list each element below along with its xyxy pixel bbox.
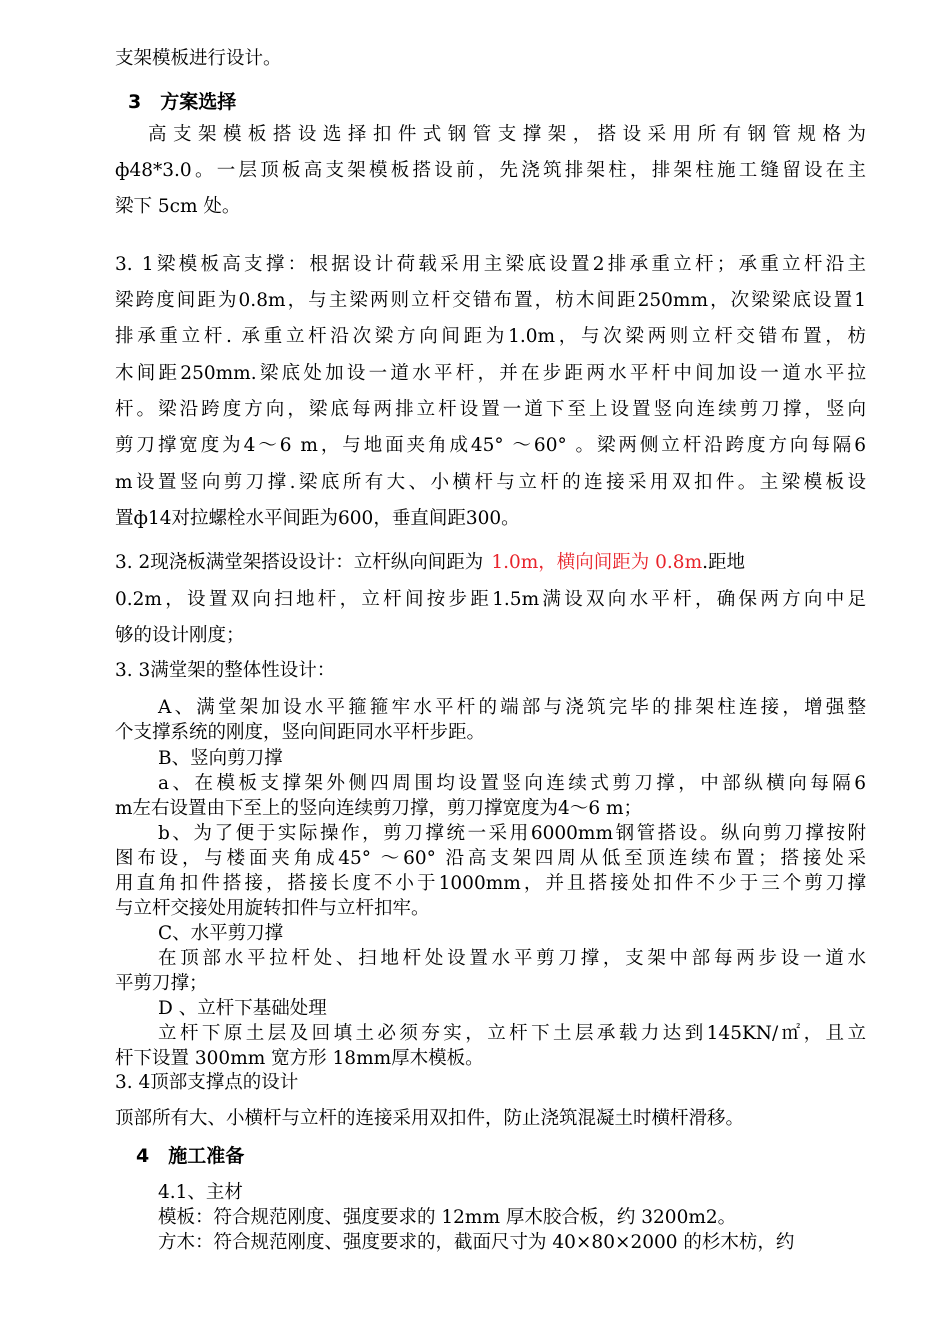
paragraph-line: 在顶部水平拉杆处、扫地杆处设置水平剪刀撑，支架中部每两步设一道水 (158, 948, 866, 969)
paragraph-line: 与立杆交接处用旋转扣件与立杆扣牢。 (115, 898, 430, 919)
paragraph-line: 模板：符合规范刚度、强度要求的 12mm 厚木胶合板，约 3200m2。 (158, 1207, 737, 1228)
text-run: 3. 2现浇板满堂架搭设设计：立杆纵向间距为 (115, 552, 484, 573)
subsection-line: 4.1、主材 (158, 1182, 243, 1203)
paragraph-line: a、在模板支撑架外侧四周围均设置竖向连续式剪刀撑，中部纵横向每隔6 (158, 773, 866, 794)
paragraph-line: A、满堂架加设水平箍箍牢水平杆的端部与浇筑完毕的排架柱连接，增强整 (158, 697, 866, 718)
paragraph-line: m左右设置由下至上的竖向连续剪刀撑，剪刀撑宽度为4～6 m； (115, 798, 643, 819)
paragraph-line: 够的设计刚度； (115, 625, 245, 646)
paragraph-line: 剪刀撑宽度为4～6 m，与地面夹角成45° ～60° 。梁两侧立杆沿跨度方向每隔6 (115, 435, 866, 456)
item-heading: C、水平剪刀撑 (158, 923, 284, 944)
paragraph-line: 置ф14对拉螺栓水平间距为600，垂直间距300。 (115, 508, 520, 529)
paragraph-line: 3. 1梁模板高支撑：根据设计荷载采用主梁底设置2排承重立杆；承重立杆沿主 (115, 254, 866, 275)
paragraph-line: 木间距250mm.梁底处加设一道水平杆，并在步距两水平杆中间加设一道水平拉 (115, 363, 866, 384)
item-heading: B、竖向剪刀撑 (158, 748, 283, 769)
text-line: 支架模板进行设计。 (115, 48, 282, 69)
paragraph-line: 排承重立杆. 承重立杆沿次梁方向间距为1.0m，与次梁两则立杆交错布置，枋 (115, 326, 866, 347)
paragraph-line: 高支架模板搭设选择扣件式钢管支撑架，搭设采用所有钢管规格为 (148, 124, 866, 145)
highlighted-text: 1.0m，横向间距为 0.8m (491, 552, 703, 573)
paragraph-line: ф48*3.0。一层顶板高支架模板搭设前，先浇筑排架柱，排架柱施工缝留设在主 (115, 160, 866, 181)
paragraph-line: 平剪刀撑； (115, 973, 208, 994)
paragraph-line: 用直角扣件搭接，搭接长度不小于1000mm，并且搭接处扣件不少于三个剪刀撑 (115, 873, 866, 894)
paragraph-line: 杆下设置 300mm 宽方形 18mm厚木模板。 (115, 1048, 484, 1069)
section-heading: 3 方案选择 (128, 91, 237, 113)
paragraph-line: 立杆下原土层及回填土必须夯实，立杆下土层承载力达到145KN/㎡，且立 (158, 1023, 866, 1044)
paragraph-line: 图布设，与楼面夹角成45° ～60° 沿高支架四周从低至顶连续布置；搭接处采 (115, 848, 866, 869)
subsection-line: 3. 3满堂架的整体性设计： (115, 660, 336, 681)
paragraph-line: 方木：符合规范刚度、强度要求的，截面尺寸为 40×80×2000 的杉木枋，约 (158, 1232, 795, 1253)
paragraph-line: 个支撑系统的刚度，竖向间距同水平杆步距。 (115, 722, 486, 743)
paragraph-line: m设置竖向剪刀撑.梁底所有大、小横杆与立杆的连接采用双扣件。主梁模板设 (115, 472, 866, 493)
paragraph-line: 杆。梁沿跨度方向，梁底每两排立杆设置一道下至上设置竖向连续剪刀撑，竖向 (115, 399, 866, 420)
text-run: .距地 (702, 552, 746, 573)
paragraph-line: 顶部所有大、小横杆与立杆的连接采用双扣件，防止浇筑混凝土时横杆滑移。 (115, 1108, 745, 1129)
paragraph-line: 梁跨度间距为0.8m，与主梁两则立杆交错布置，枋木间距250mm，次梁梁底设置1 (115, 290, 866, 311)
paragraph-line: 梁下 5cm 处。 (115, 196, 241, 217)
paragraph-line: b、为了便于实际操作，剪刀撑统一采用6000mm钢管搭设。纵向剪刀撑按附 (158, 823, 866, 844)
paragraph-line (115, 552, 866, 574)
item-heading: D 、立杆下基础处理 (158, 998, 327, 1019)
section-heading: 4 施工准备 (136, 1145, 245, 1167)
subsection-line: 3. 4顶部支撑点的设计 (115, 1072, 299, 1093)
paragraph-line: 0.2m，设置双向扫地杆，立杆间按步距1.5m满设双向水平杆，确保两方向中足 (115, 589, 866, 610)
